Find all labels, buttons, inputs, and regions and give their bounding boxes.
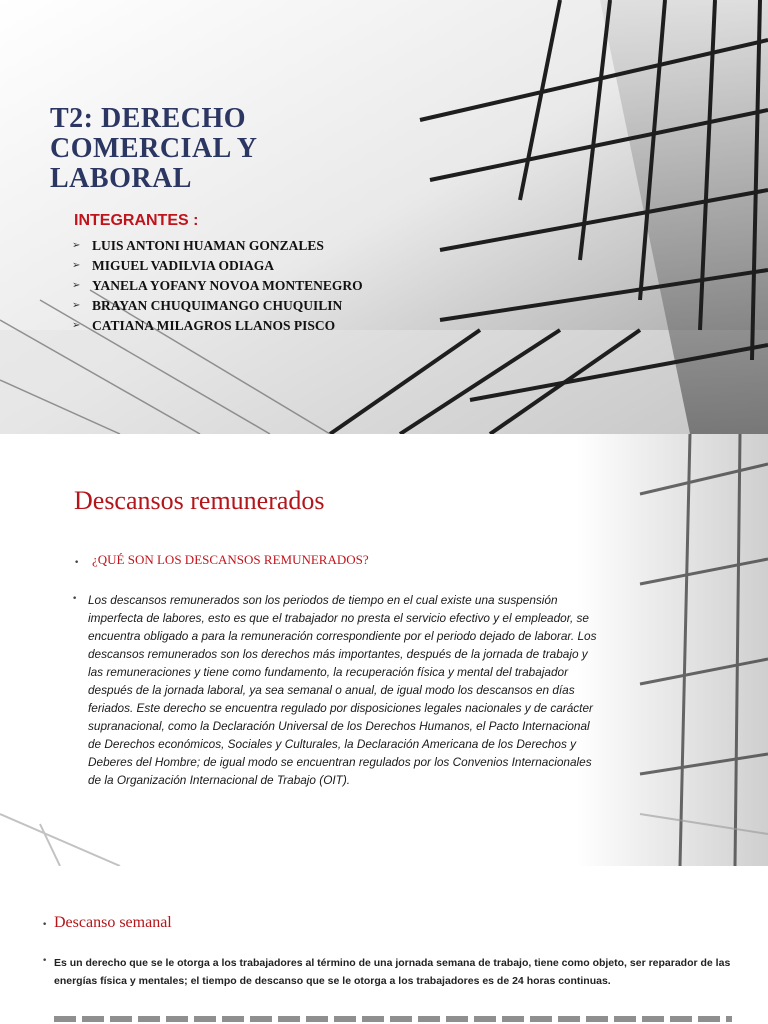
list-item: ➢ CATIANA MILAGROS LLANOS PISCO <box>72 318 336 333</box>
integrantes-label: INTEGRANTES : <box>74 212 199 229</box>
bullet-icon: • <box>74 558 80 568</box>
bullet-icon: • <box>42 956 48 966</box>
slide-title: Descansos remunerados <box>74 486 325 515</box>
definition-paragraph: Los descansos remunerados son los periodos de tiempo en el cual existe una suspensión imperfecta de labores, esto es que el trabajador no presta el servicio efectivo y el empleador, se encuentra obligado a para la remuneración correspondiente por el periodo dejado de laborar. Los descansos remunerados son los derechos más importantes, después de la jornada de trabajo y las remuneraciones y tiene como fundamento, la recuperación física y mental del trabajador después de la jornada laboral, ya sea semanal o anual, de igual modo los descansos en días feriados. Este derecho se encuentra regulado por disposiciones legales nacionales y de carácter supranacional, como la Declaración Universal de los Derechos Humanos, el Pacto Internacional de Derechos económicos, Sociales y Culturales, la Declaración Americana de los Derechos y Deberes del Hombre; de igual modo se encuentran regulados por los Convenios Internacionales de la Organización Internacional de Trabajo (OIT). <box>88 593 597 787</box>
title-line-1: T2: DERECHO <box>50 103 247 134</box>
arrow-bullet-icon: ➢ <box>72 300 81 311</box>
slide-descanso-semanal <box>0 866 768 1024</box>
bullet-icon: • <box>42 920 48 930</box>
slide-descansos-remunerados <box>0 434 768 866</box>
section-heading: Descanso semanal <box>54 914 172 931</box>
section-paragraph: Es un derecho que se le otorga a los trabajadores al término de una jornada semana de trabajo, tiene como objeto, ser reparador de las energías física y mentales; el tiempo de descanso que se le otorga a los trabajadores es de 24 horas continuas. <box>54 957 731 987</box>
members-list <box>72 238 402 338</box>
list-item: ➢ LUIS ANTONI HUAMAN GONZALES <box>72 238 324 253</box>
title-line-3: LABORAL <box>50 163 192 194</box>
question-heading: ¿QUÉ SON LOS DESCANSOS REMUNERADOS? <box>92 552 369 567</box>
arrow-bullet-icon: ➢ <box>72 240 81 251</box>
arrow-bullet-icon: ➢ <box>72 260 81 271</box>
slide-cover <box>0 0 768 434</box>
presentation-title <box>50 104 257 194</box>
list-item: ➢ BRAYAN CHUQUIMANGO CHUQUILIN <box>72 298 343 313</box>
list-item: ➢ YANELA YOFANY NOVOA MONTENEGRO <box>72 278 363 293</box>
bullet-icon: • <box>72 594 78 604</box>
arrow-bullet-icon: ➢ <box>72 280 81 291</box>
arrow-bullet-icon: ➢ <box>72 320 81 331</box>
list-item: ➢ MIGUEL VADILVIA ODIAGA <box>72 258 275 273</box>
title-line-2: COMERCIAL Y <box>50 133 258 164</box>
cut-off-text-line <box>54 1016 732 1022</box>
